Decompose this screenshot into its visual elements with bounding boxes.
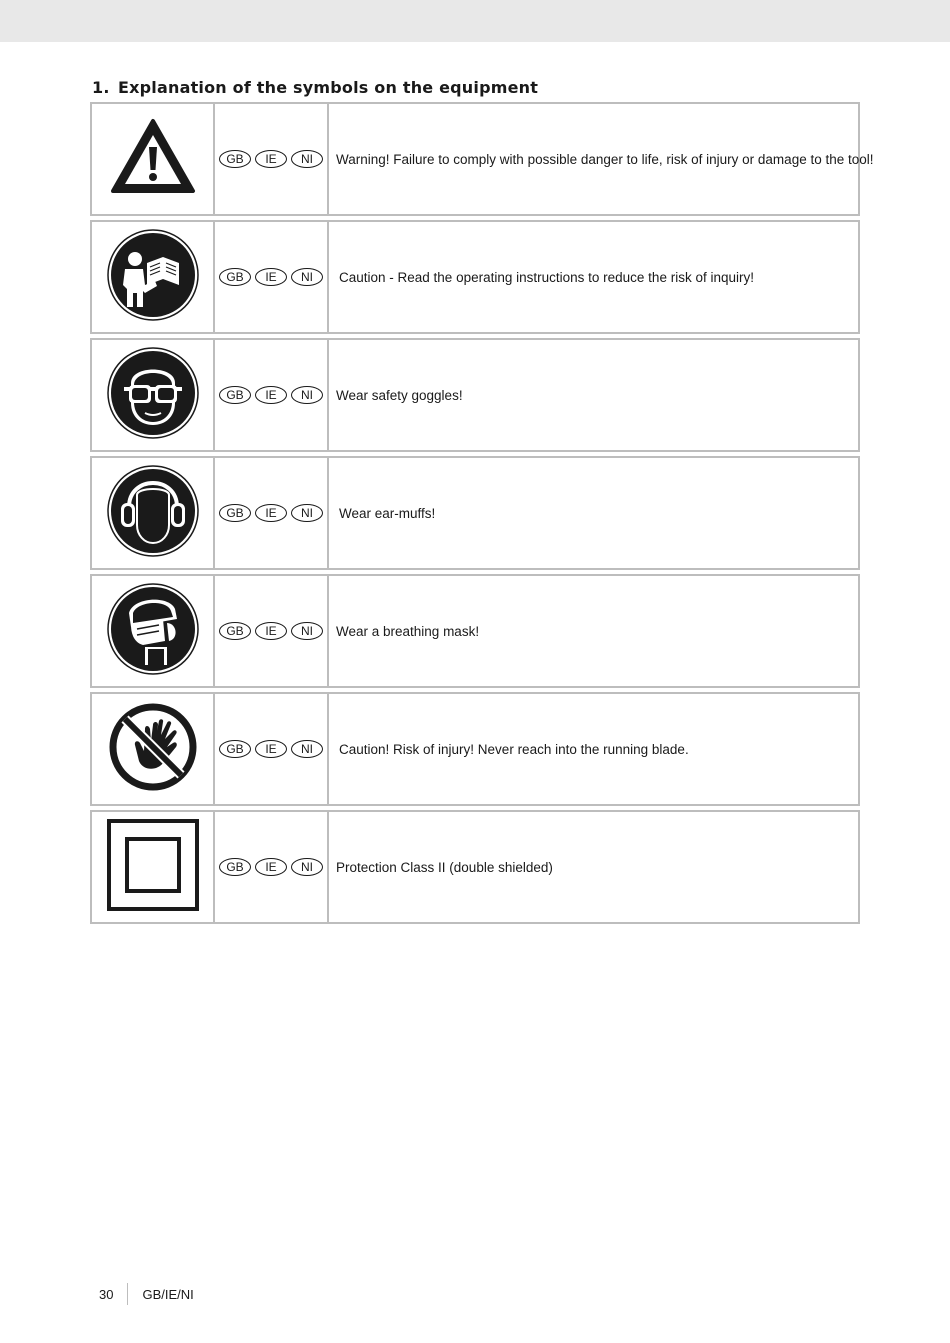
symbol-row — [90, 220, 860, 334]
country-code-badge: GB — [219, 268, 251, 286]
protection-class-ii-icon — [107, 819, 199, 916]
country-code-badge: IE — [255, 622, 287, 640]
symbol-cell — [92, 812, 215, 922]
country-code-badge: GB — [219, 858, 251, 876]
country-code-badge: IE — [255, 150, 287, 168]
page-footer — [99, 1283, 194, 1305]
no-hand-reach-icon — [107, 701, 199, 798]
country-code-badge: GB — [219, 504, 251, 522]
country-code-badge: NI — [291, 622, 323, 640]
symbol-description: Protection Class II (double shielded) — [336, 859, 553, 875]
section-heading — [92, 78, 538, 97]
symbol-cell — [92, 458, 215, 568]
country-code-badge: IE — [255, 858, 287, 876]
symbol-row — [90, 810, 860, 924]
footer-divider — [127, 1283, 128, 1305]
ear-muffs-icon — [107, 465, 199, 562]
warning-triangle-icon — [109, 117, 197, 202]
symbol-row — [90, 574, 860, 688]
country-code-badge: GB — [219, 622, 251, 640]
page-number: 30 — [99, 1286, 114, 1302]
read-manual-icon — [107, 229, 199, 326]
country-codes-cell — [215, 104, 329, 214]
country-code-badge: NI — [291, 858, 323, 876]
symbol-description: Wear a breathing mask! — [336, 623, 480, 639]
country-code-badge: GB — [219, 740, 251, 758]
safety-goggles-icon — [107, 347, 199, 444]
section-number: 1. — [92, 78, 110, 97]
symbol-description: Caution - Read the operating instructions to reduce the risk of inquiry! — [339, 269, 754, 285]
symbol-row — [90, 102, 874, 216]
country-code-badge: IE — [255, 386, 287, 404]
country-code-badge: GB — [219, 386, 251, 404]
country-codes-cell — [215, 458, 329, 568]
symbol-description: Warning! Failure to comply with possible danger to life, risk of injury or damage to the tool! — [336, 151, 874, 167]
country-code-badge: IE — [255, 268, 287, 286]
symbol-row — [90, 338, 860, 452]
symbol-cell — [92, 694, 215, 804]
country-code-badge: IE — [255, 504, 287, 522]
symbol-description: Wear ear-muffs! — [339, 505, 436, 521]
country-code-badge: NI — [291, 268, 323, 286]
symbol-description: Caution! Risk of injury! Never reach into the running blade. — [339, 741, 689, 757]
country-code-badge: NI — [291, 740, 323, 758]
footer-language-codes: GB/IE/NI — [142, 1286, 194, 1302]
symbol-cell — [92, 222, 215, 332]
breathing-mask-icon — [107, 583, 199, 680]
symbol-row — [90, 692, 860, 806]
country-codes-cell — [215, 222, 329, 332]
top-band — [0, 0, 950, 42]
symbol-description: Wear safety goggles! — [336, 387, 463, 403]
country-code-badge: NI — [291, 150, 323, 168]
country-codes-cell — [215, 340, 329, 450]
symbol-row — [90, 456, 860, 570]
country-code-badge: NI — [291, 504, 323, 522]
symbol-cell — [92, 104, 215, 214]
country-codes-cell — [215, 812, 329, 922]
symbol-cell — [92, 340, 215, 450]
symbol-cell — [92, 576, 215, 686]
section-title: Explanation of the symbols on the equipment — [118, 78, 539, 97]
country-codes-cell — [215, 694, 329, 804]
country-codes-cell — [215, 576, 329, 686]
country-code-badge: GB — [219, 150, 251, 168]
country-code-badge: NI — [291, 386, 323, 404]
country-code-badge: IE — [255, 740, 287, 758]
